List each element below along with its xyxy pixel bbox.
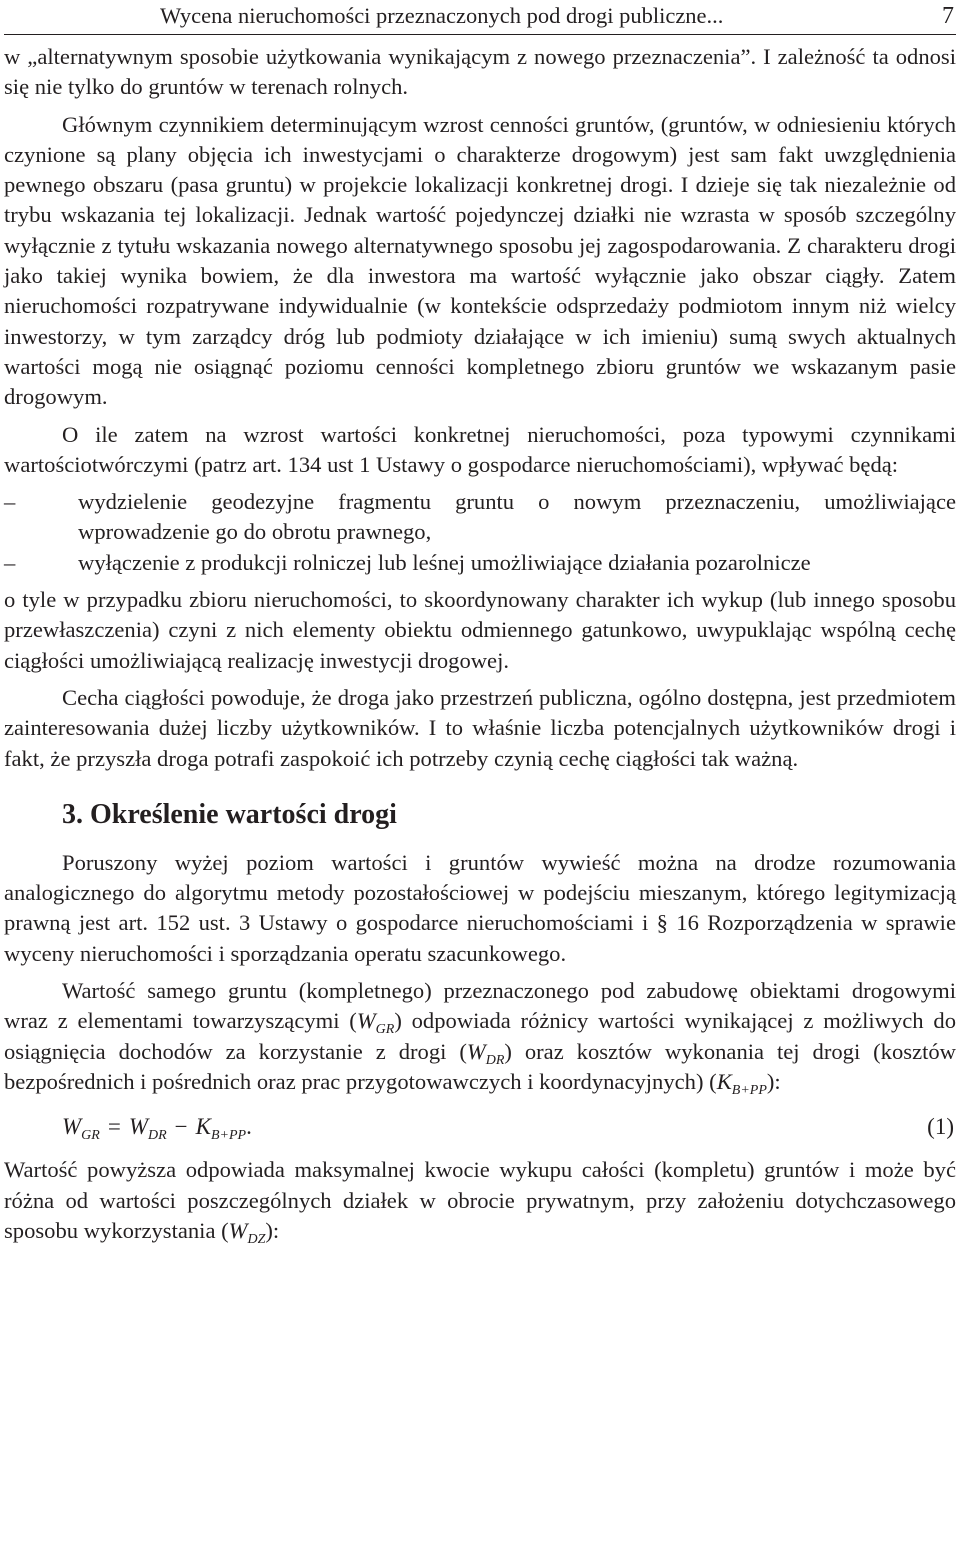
symbol-variable: W bbox=[356, 1008, 376, 1034]
paragraph-3: o tyle w przypadku zbioru nieruchomości, to skoordynowany charakter ich wykup (lub innego sposobu przewłaszczenia) czyni z nich elementy obiektu odmiennego gatunkowo, uwypuklając wspólną cechę ciągłości umożliwiającą realizację inwestycji drogowej. bbox=[4, 587, 956, 673]
running-header bbox=[4, 2, 956, 30]
equation-subscript: B+PP bbox=[211, 1128, 247, 1144]
body-text bbox=[4, 42, 956, 1246]
symbol-w-dz bbox=[228, 1217, 266, 1247]
equation-variable: K bbox=[195, 1114, 211, 1140]
dash-bullet: – bbox=[4, 489, 16, 515]
list-item bbox=[4, 487, 956, 548]
paragraph-continued: w „alternatywnym sposobie użytkowania wynikającym z nowego przeznaczenia”. I zależność ta odnosi się nie tylko do gruntów w terenach rolnych. bbox=[4, 44, 956, 100]
equation-number: (1) bbox=[927, 1114, 954, 1140]
paragraph-6 bbox=[4, 976, 956, 1097]
paragraph-2: O ile zatem na wzrost wartości konkretnej nieruchomości, poza typowymi czynnikami wartościotwórczymi (patrz art. 134 ust 1 Ustawy o gospodarce nieruchomościami), wpływać będą: bbox=[4, 421, 956, 477]
header-rule bbox=[4, 34, 956, 35]
symbol-variable: W bbox=[466, 1038, 486, 1064]
paragraph-6-text: ) odpowiada różnicy wartości wynikającej z możliwych do osiągnięcia dochodów za korzystanie z drogi ( bbox=[4, 1008, 956, 1064]
paragraph-4: Cecha ciągłości powoduje, że droga jako przestrzeń publiczna, ogólno dostępna, jest przedmiotem zainteresowania dużej liczby użytkowników. I to właśnie liczba potencjalnych użytkowników drogi i fakt, że przyszła droga potrafi zaspokoić ich potrzeby czynią cechę ciągłości tak ważną. bbox=[4, 684, 956, 771]
paragraph-6-text: ) oraz kosztów wykonania tej drogi (kosztów bezpośrednich i pośrednich oraz prac przygotowawczych i koordynacyjnych) ( bbox=[4, 1038, 956, 1094]
running-header-title: Wycena nieruchomości przeznaczonych pod drogi publiczne... bbox=[160, 3, 724, 28]
page-number: 7 bbox=[942, 3, 954, 29]
equation-variable: W bbox=[62, 1114, 82, 1140]
symbol-k-bpp bbox=[716, 1068, 767, 1098]
minus-sign: − bbox=[174, 1114, 188, 1140]
paragraph-6-text: Wartość samego gruntu (kompletnego) przeznaczonego pod zabudowę obiektami drogowymi wraz z elementami towarzyszącymi ( bbox=[4, 978, 956, 1034]
equals-sign: = bbox=[107, 1114, 121, 1140]
symbol-variable: K bbox=[716, 1068, 732, 1094]
symbol-w-dr bbox=[466, 1038, 505, 1068]
symbol-subscript: DZ bbox=[247, 1231, 266, 1247]
equation-body bbox=[62, 1105, 252, 1149]
equation-subscript: DR bbox=[148, 1128, 167, 1144]
symbol-subscript: B+PP bbox=[731, 1082, 767, 1098]
dash-list bbox=[4, 487, 956, 578]
equation-1 bbox=[4, 1105, 956, 1149]
symbol-variable: W bbox=[228, 1217, 248, 1243]
paragraph-5: Poruszony wyżej poziom wartości i gruntów wywieść można na drodze rozumowania analogicznego do algorytmu metody pozostałościowej w podejściu mieszanym, którego legitymizacją prawną jest art. 152 ust. 3 Ustawy o gospodarce nieruchomościami i § 16 Rozporządzenia w sprawie wyceny nieruchomości i sporządzania operatu szacunkowego. bbox=[4, 849, 956, 966]
paragraph-1: Głównym czynnikiem determinującym wzrost cenności gruntów, (gruntów, w odniesieniu których czynione są plany objęcia ich inwestycjami o charakterze drogowym) jest sam fakt uwzględnienia pewnego obszaru (pasa gruntu) w projekcie lokalizacji konkretnej drogi. I dzieje się tak niezależnie od trybu wskazania tej lokalizacji. Jednak wartość pojedynczej działki nie wzrasta w sposób szczególny wyłącznie z tytułu wskazania nowego alternatywnego sposobu jej zagospodarowania. Z charakteru drogi jako takiej wynika bowiem, że dla inwestora ma wartość wyłącznie jako obszar ciągły. Zatem nieruchomości rozpatrywane indywidualnie (w kontekście odsprzedaży podmiotom innym niż wielcy inwestorzy, w tym zarządcy dróg lub podmioty działające w ich imieniu) sumą swych aktualnych wartości mogą nie osiągnąć poziomu cenności kompletnego zbioru gruntów we wskazanym pasie drogowym. bbox=[4, 111, 956, 410]
list-item-text: wydzielenie geodezyjne fragmentu gruntu o nowym przeznaczeniu, umożliwiające wprowadzenie go do obrotu prawnego, bbox=[78, 489, 956, 545]
dash-bullet: – bbox=[4, 549, 16, 575]
paragraph-7 bbox=[4, 1155, 956, 1246]
paragraph-7-text: ): bbox=[265, 1217, 280, 1243]
symbol-w-gr bbox=[356, 1008, 395, 1038]
section-heading: 3. Określenie wartości drogi bbox=[62, 798, 397, 830]
equation-subscript: GR bbox=[81, 1128, 100, 1144]
paragraph-6-text: ): bbox=[766, 1068, 781, 1094]
equation-variable: W bbox=[128, 1114, 148, 1140]
list-item-text: wyłączenie z produkcji rolniczej lub leśnej umożliwiające działania pozarolnicze bbox=[78, 549, 811, 575]
equation-period: . bbox=[246, 1114, 252, 1140]
symbol-subscript: GR bbox=[375, 1022, 395, 1038]
symbol-subscript: DR bbox=[485, 1052, 505, 1068]
paragraph-7-text: Wartość powyższa odpowiada maksymalnej kwocie wykupu całości (kompletu) gruntów i może być różna od wartości poszczególnych działek w obrocie prywatnym, przy założeniu dotychczasowego sposobu wykorzystania ( bbox=[4, 1157, 956, 1243]
list-item bbox=[4, 548, 956, 578]
